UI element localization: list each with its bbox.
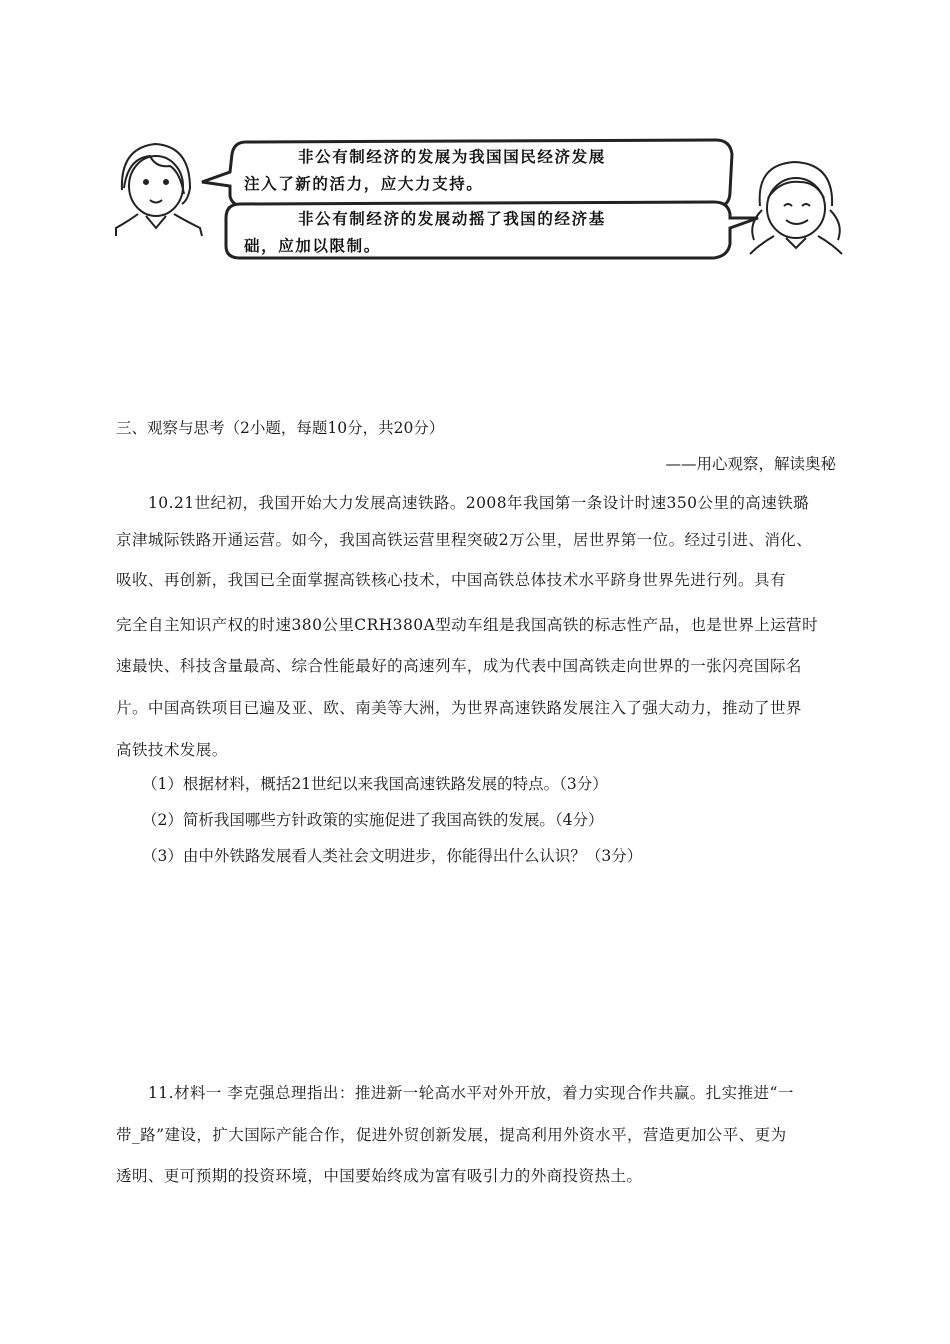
bubble-top-line: 注入了新的活力，应大力支持。 (244, 175, 484, 193)
q10-line: 速最快、科技含量最高、综合性能最好的高速列车，成为代表中国高铁走向世界的一张闪亮国际名 (116, 657, 802, 675)
q10-line: 10.21世纪初，我国开始大力发展高速铁路。2008年我国第一条设计时速350公里的高速铁璐 (148, 494, 810, 512)
q10-subquestion-1: （1）根据材料，概括21世纪以来我国高速铁路发展的特点。（3分） (142, 775, 608, 793)
q10-line: 吸收、再创新，我国已全面掌握高铁核心技术，中国高铁总体技术水平跻身世界先进行列。具有 (116, 571, 786, 589)
q11-line: 带_路”建设，扩大国际产能合作，促进外贸创新发展，提高利用外资水平，营造更加公平、更为 (116, 1126, 787, 1144)
section-heading: 三、观察与思考（2小题，每题10分，共20分） (116, 419, 445, 437)
q10-line: 片。中国高铁项目已遍及亚、欧、南美等大洲，为世界高速铁路发展注入了强大动力，推动了世界 (116, 699, 802, 717)
q10-line: 京津城际铁路开通运营。如今，我国高铁运营里程突破2万公里，居世界第一位。经过引进、消化、 (116, 531, 813, 549)
bubble-bottom-text (244, 206, 606, 260)
left-girl-figure (116, 144, 202, 236)
q11-line: 透明、更可预期的投资环境，中国要始终成为富有吸引力的外商投资热土。 (116, 1167, 643, 1185)
bubble-top-text (244, 144, 606, 198)
q10-line: 完全自主知识产权的时速380公里CRH380A型动车组是我国高铁的标志性产品，也是世界上运营时 (116, 616, 819, 634)
cartoon-illustration (110, 128, 850, 278)
q10-subquestion-2: （2）简析我国哪些方针政策的实施促进了我国高铁的发展。（4分） (142, 811, 604, 829)
bubble-bottom-line: 非公有制经济的发展动摇了我国的经济基 (298, 210, 606, 228)
q10-subquestion-3: （3）由中外铁路发展看人类社会文明进步，你能得出什么认识？（3分） (142, 847, 643, 865)
bubble-bottom-line: 础，应加以限制。 (244, 237, 381, 255)
right-girl-figure (750, 162, 842, 254)
q11-line: 11.材料一 李克强总理指出：推进新一轮高水平对外开放，着力实现合作共赢。扎实推进“一 (148, 1084, 794, 1102)
q10-line: 高铁技术发展。 (116, 741, 228, 759)
section-motto: ——用心观察，解读奥秘 (665, 455, 836, 473)
bubble-top-line: 非公有制经济的发展为我国国民经济发展 (298, 148, 606, 166)
